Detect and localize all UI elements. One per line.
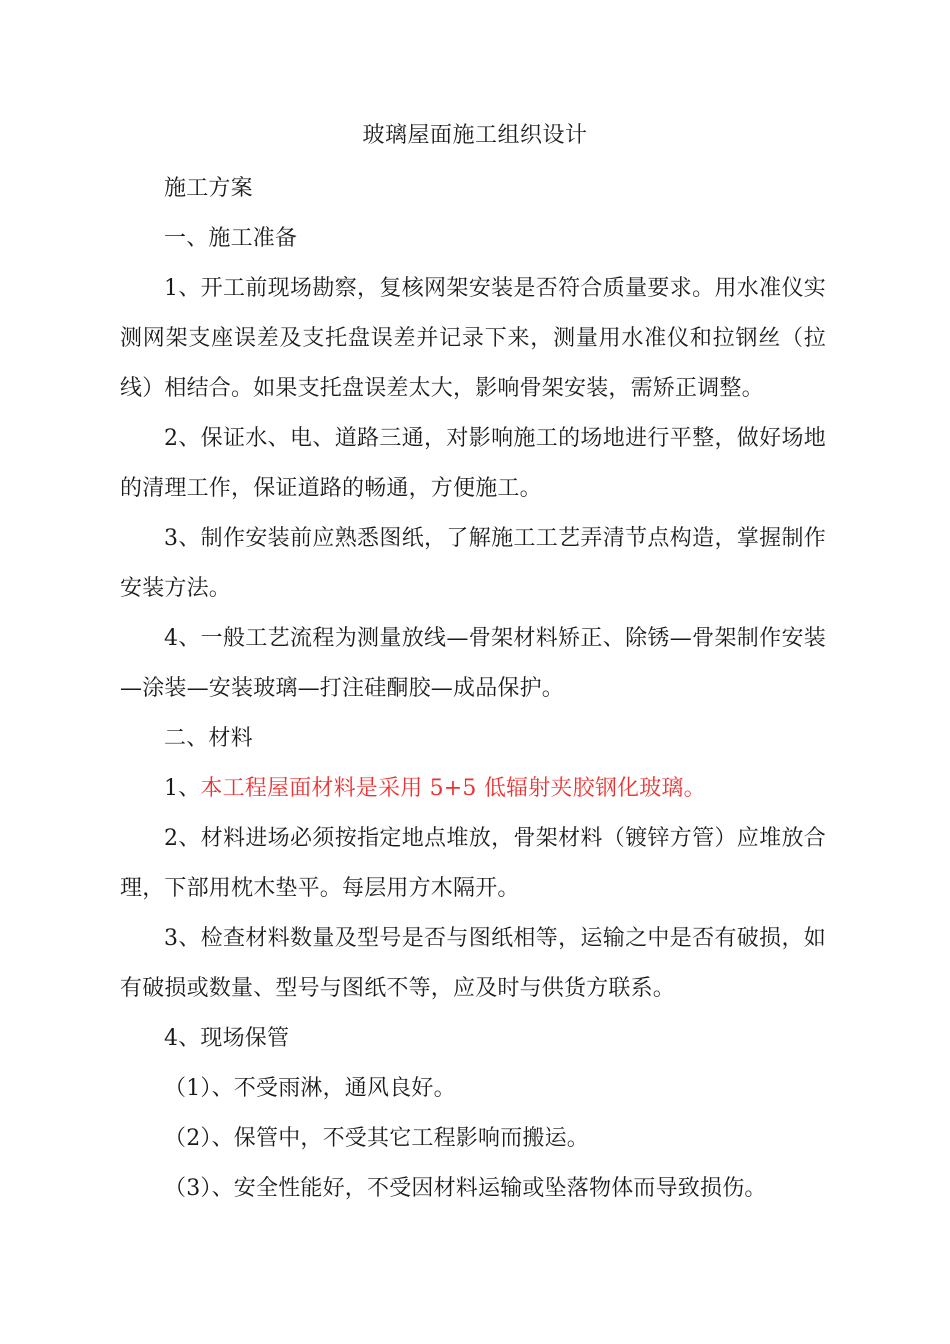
document-title: 玻璃屋面施工组织设计 xyxy=(362,123,588,148)
paragraph-prep-3: 3、制作安装前应熟悉图纸，了解施工工艺弄清节点构造，掌握制作安装方法。 xyxy=(120,526,826,601)
paragraph-material-3: 3、检查材料数量及型号是否与图纸相等，运输之中是否有破损，如有破损或数量、型号与图纸不等，应及时与供货方联系。 xyxy=(120,926,826,1001)
paragraph-prep-2: 2、保证水、电、道路三通，对影响施工的场地进行平整，做好场地的清理工作，保证道路的畅通，方便施工。 xyxy=(120,426,826,501)
paragraph-material-1 xyxy=(120,764,826,814)
list-item-storage-3: （3）、安全性能好，不受因材料运输或坠落物体而导致损伤。 xyxy=(164,1176,767,1201)
section-heading-preparation: 一、施工准备 xyxy=(164,226,298,251)
paragraph-material-2: 2、材料进场必须按指定地点堆放，骨架材料（镀锌方管）应堆放合理，下部用枕木垫平。每层用方木隔开。 xyxy=(120,826,826,901)
paragraph-prep-1: 1、开工前现场勘察，复核网架安装是否符合质量要求。用水准仪实测网架支座误差及支托盘误差并记录下来，测量用水准仪和拉钢丝（拉线）相结合。如果支托盘误差太大，影响骨架安装，需矫正调整。 xyxy=(120,276,826,401)
highlighted-material-text: 本工程屋面材料是采用 5+5 低辐射夹胶钢化玻璃。 xyxy=(200,776,706,801)
paragraph-material-1-number: 1、 xyxy=(164,776,201,801)
list-item-storage-2: （2）、保管中，不受其它工程影响而搬运。 xyxy=(164,1126,589,1151)
list-item-storage-1: （1）、不受雨淋，通风良好。 xyxy=(164,1076,456,1101)
document-body xyxy=(120,164,826,1214)
paragraph-material-4: 4、现场保管 xyxy=(164,1026,290,1051)
paragraph-prep-4: 4、一般工艺流程为测量放线—骨架材料矫正、除锈—骨架制作安装—涂装—安装玻璃—打注硅酮胶—成品保护。 xyxy=(120,626,826,701)
section-heading-materials: 二、材料 xyxy=(164,726,253,751)
section-heading-plan: 施工方案 xyxy=(164,176,253,201)
